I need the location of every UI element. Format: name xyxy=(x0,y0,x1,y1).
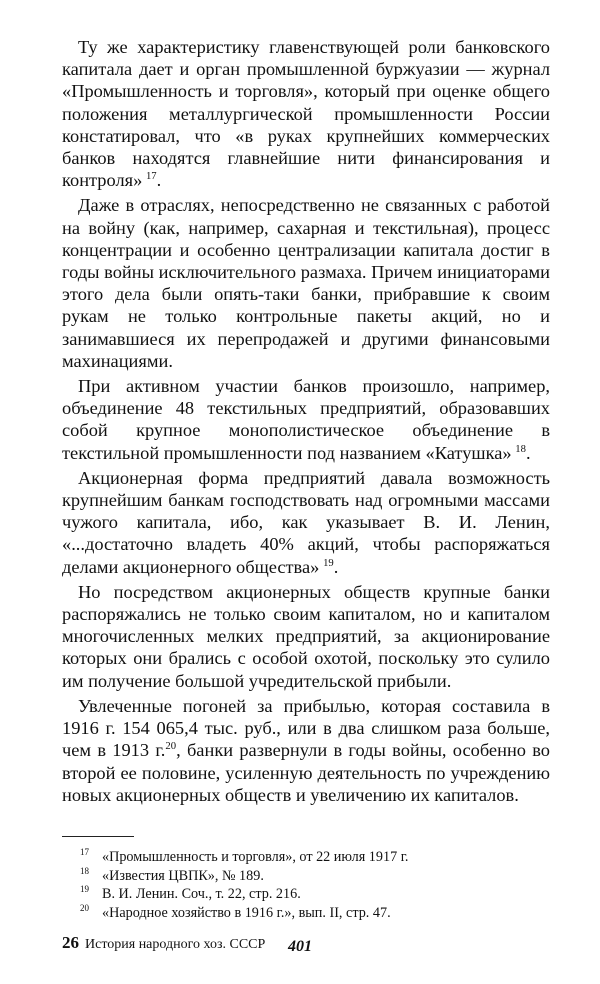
footnote: 19 В. И. Ленин. Соч., т. 22, стр. 216. xyxy=(80,884,301,903)
footnotes xyxy=(62,848,550,922)
paragraph: Акционерная форма предприятий давала возможность крупнейшим банкам господствовать над огромными массами чужого капитала, ибо, как указывает В. И. Ленин, «...достаточно владеть 40% акций, чтобы распоряжаться делами акционерного общества» $^{19}$. xyxy=(62,467,550,577)
page-number: 401 xyxy=(288,938,312,955)
signature-text: История народного хоз. СССР xyxy=(85,937,266,952)
footnote-ref[interactable]: 19 xyxy=(323,556,334,569)
main-text xyxy=(62,36,550,809)
paragraph: Ту же характеристику главенствующей роли банковского капитала дает и орган промышленной буржуазии — журнал «Промышленность и торговля», который при оценке общего положения металлургической промышленности России констатировал, что «в руках крупнейших коммерческих банков находятся главнейшие нити финансирования и контроля» $^{17}$. xyxy=(62,37,550,191)
paragraph: При активном участии банков произошло, например, объединение 48 текстильных предприятий, образовавших собой крупное монополистическое объединение в текстильной промышленности под названием «Катушка» $^{18}$. xyxy=(62,376,550,463)
footnote: 18 «Известия ЦВПК», № 189. xyxy=(80,865,264,884)
signature-number: 26 xyxy=(62,933,79,952)
paragraph: Даже в отраслях, непосредственно не связанных с работой на войну (как, например, сахарная и текстильная), процесс концентрации и особенно централизации капитала достиг в годы войны исключительного размаха. Причем инициаторами этого дела были опять-таки банки, прибравшие к своим рукам не только контрольные пакеты акций, но и занимавшиеся их перепродажей и другими финансовыми махинациями. xyxy=(62,195,550,371)
footnote-ref[interactable]: 18 xyxy=(515,442,526,455)
paragraph: Но посредством акционерных обществ крупные банки распоряжались не только своим капиталом, но и капиталом многочисленных мелких предприятий, за акционирование которых они брались с особой охотой, поскольку это сулило им получение большой учредительской прибыли. xyxy=(62,581,550,691)
footnote-ref[interactable]: 20 xyxy=(165,740,177,753)
footnote-divider xyxy=(62,836,134,837)
footnote: 20 «Народное хозяйство в 1916 г.», вып. II, стр. 47. xyxy=(80,903,391,921)
printer-signature xyxy=(62,934,265,954)
paragraph: Увлеченные погоней за прибылью, которая составила в 1916 г. 154 065,4 тыс. руб., или в два слишком раза больше, чем в 1913 г.$^{20}$, банки развернули в годы войны, особенно во второй ее половине, усиленную деятельность по учреждению новых акционерных обществ и увеличению их капиталов. xyxy=(62,695,551,805)
footnote: 17 «Промышленность и торговля», от 22 июля 1917 г. xyxy=(80,847,409,865)
footnote-ref[interactable]: 17 xyxy=(145,170,157,183)
